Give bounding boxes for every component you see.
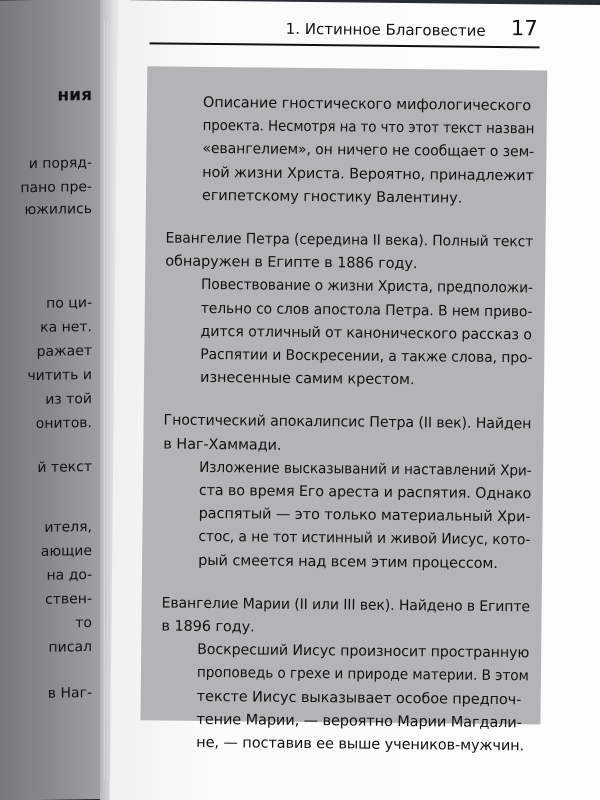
entry-heading-line: в Наг-Хаммади. xyxy=(163,436,282,454)
fragment-text: ителя, xyxy=(44,519,92,536)
left-page-text-fragment xyxy=(0,343,100,367)
entry-heading-line: в 1896 году. xyxy=(161,618,255,636)
fragment-text: ка нет. xyxy=(40,319,92,336)
left-page-text-fragment xyxy=(0,295,100,319)
left-page-text-fragment xyxy=(0,201,100,225)
entry-description-line: Изложение высказываний и наставлений Хри- xyxy=(199,459,532,480)
fragment-text: онитов. xyxy=(35,415,92,432)
sidebar-box xyxy=(140,66,547,755)
entry-description-line: не, — поставив ее выше учеников-мужчин. xyxy=(196,734,525,755)
entry-description-line: Описание гностического мифологического xyxy=(202,94,532,115)
fragment-text: й текст xyxy=(37,459,92,476)
fragment-text: южились xyxy=(24,201,92,219)
left-page-text-fragment xyxy=(0,543,100,567)
fragment-text: из той xyxy=(45,391,92,408)
left-page-text-fragment xyxy=(0,179,100,203)
entry-description-line: Распятии и Воскресении, а также слова, про- xyxy=(200,346,533,367)
left-page-text-fragment xyxy=(0,639,100,663)
entry-description-line: ста во время Его ареста и распятия. Однако xyxy=(198,482,532,503)
fragment-text: и поряд- xyxy=(28,155,92,173)
entry-description-line: рый смеется над всем этим процессом. xyxy=(198,552,498,572)
left-page-text-fragment xyxy=(0,367,100,391)
entry-heading-line: обнаружен в Египте в 1886 году. xyxy=(165,253,418,273)
entry-description-line: проповедь о грехе и природе материи. В этом xyxy=(196,665,529,685)
left-page-text-fragment xyxy=(0,391,100,415)
left-page-text-fragment xyxy=(0,85,100,109)
entry-description-line: египетскому гностику Валентину. xyxy=(201,187,463,207)
left-page-text-fragment xyxy=(0,459,100,483)
left-page-text-fragment xyxy=(0,567,100,591)
left-page-text-fragment xyxy=(0,615,100,639)
entry-description-line: проекта. Несмотря на то что этот текст назван xyxy=(202,118,535,138)
left-page xyxy=(0,0,110,800)
entry-description-line: ной жизни Христа. Вероятно, принадлежит xyxy=(202,164,534,184)
left-page-text-fragment xyxy=(0,519,100,543)
entry-heading-line: Гностический апокалипсис Петра (II век). Найден xyxy=(163,412,532,433)
fragment-text: ния xyxy=(57,85,92,106)
entry-description-line: распятый — это только материальный Хри- xyxy=(198,506,531,526)
fragment-text: читить и xyxy=(27,367,92,385)
fragment-text: ражает xyxy=(36,343,92,360)
entry-heading-line: Евангелие Марии (II или III век). Найдено в Египте xyxy=(161,595,531,616)
entry-description-line: дится отличный от канонического рассказ о xyxy=(200,323,533,344)
entry-description-line: «евангелием», он ничего не сообщает о зем- xyxy=(202,141,535,161)
entry-description-line: Воскресший Иисус произносит пространную xyxy=(197,642,530,662)
chapter-title: 1. Истинное Благовестие xyxy=(285,19,486,40)
fragment-text: то xyxy=(75,615,92,632)
fragment-text: в Наг- xyxy=(47,685,92,702)
fragment-text: на до- xyxy=(46,567,92,584)
entry-description-line: стос, а не тот истинный и живой Иисус, кото- xyxy=(198,529,531,549)
page-number: 17 xyxy=(510,16,538,41)
entry-description-line: тельно со слов апостола Петра. В нем приво- xyxy=(200,300,533,320)
left-page-text-fragment xyxy=(0,591,100,615)
entry-heading-line: Евангелие Петра (середина II века). Полный текст xyxy=(165,230,534,251)
entry-description-line: изнесенные самим крестом. xyxy=(199,370,415,389)
fragment-text: писал xyxy=(48,639,92,656)
fragment-text: ающие xyxy=(40,543,92,560)
entry-description-line: тение Марии, — вероятно Марии Магдали- xyxy=(196,711,522,732)
right-page xyxy=(110,0,600,800)
left-page-text-fragment xyxy=(0,319,100,343)
left-page-text-fragment xyxy=(0,155,100,179)
fragment-text: пано пре- xyxy=(20,179,92,197)
left-page-text-fragment xyxy=(0,415,100,439)
left-page-text-fragment xyxy=(0,685,100,709)
entry-description-line: Повествование о жизни Христа, предположи- xyxy=(200,277,533,297)
entry-description-line: тексте Иисус выказывает особое предпоч- xyxy=(196,688,522,708)
fragment-text: по ци- xyxy=(46,295,92,312)
fragment-text: ствен- xyxy=(45,591,92,608)
